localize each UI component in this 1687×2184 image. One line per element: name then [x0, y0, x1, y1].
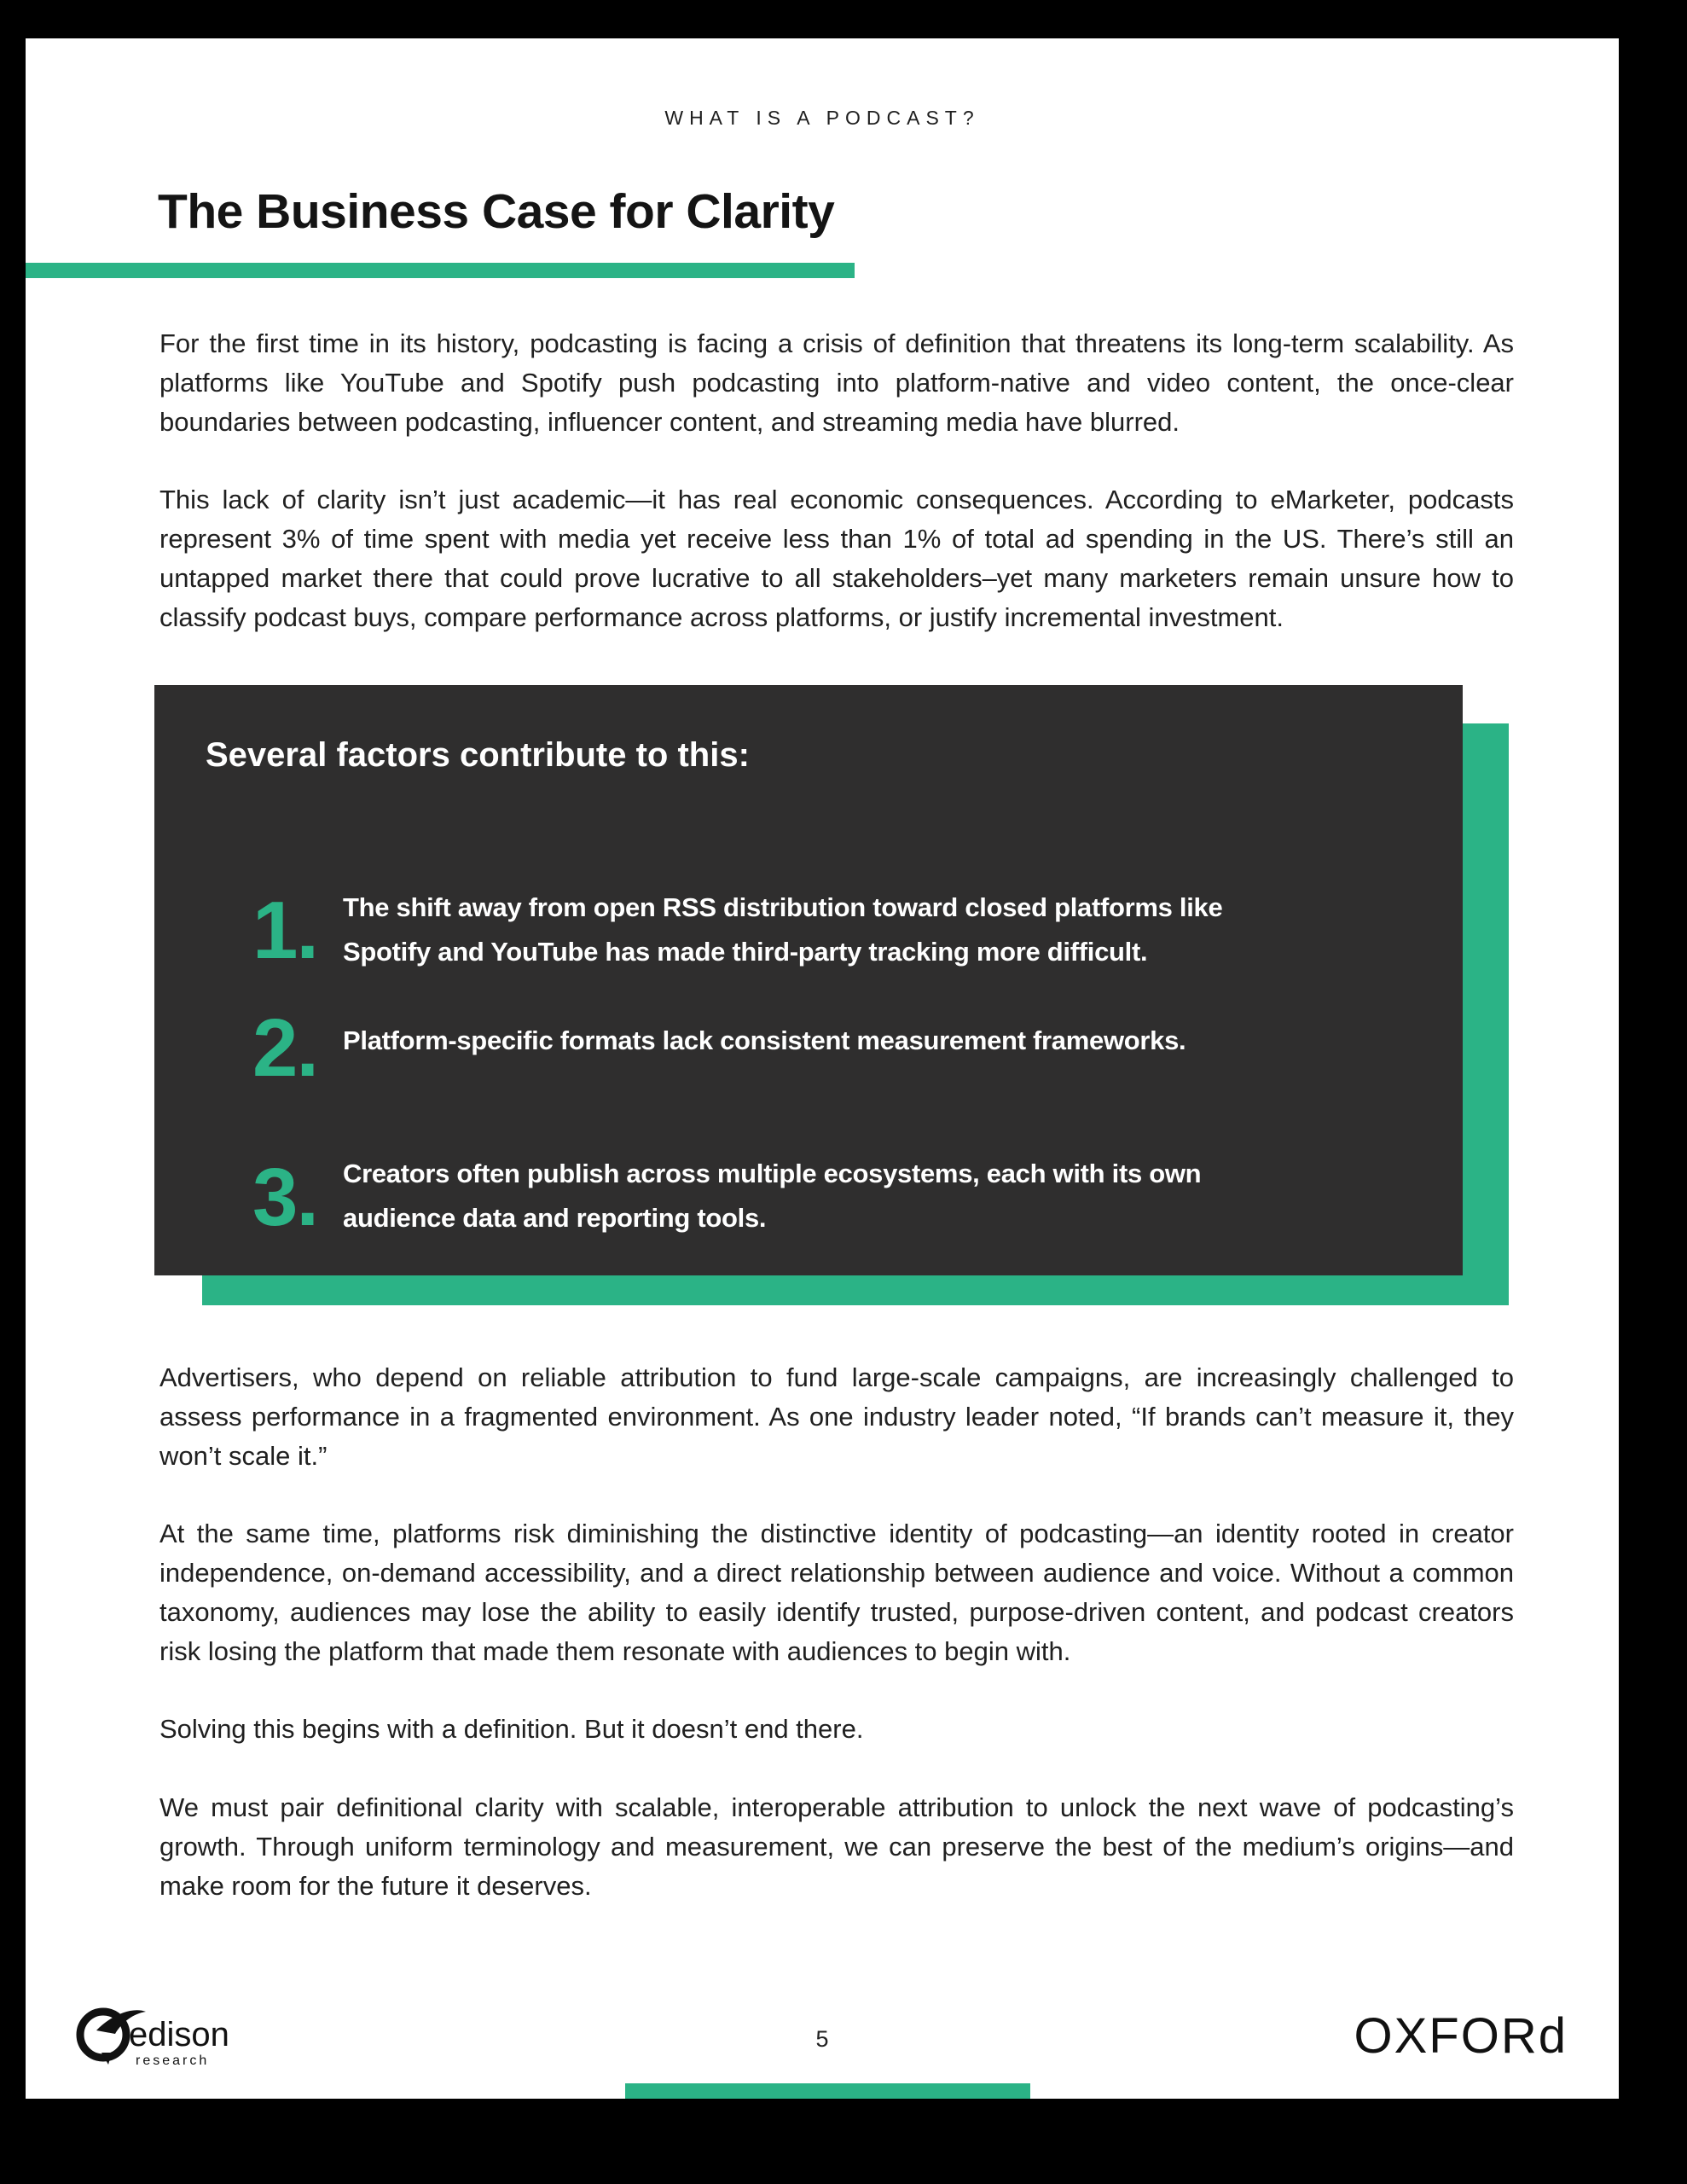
title-underline [26, 263, 855, 278]
page-number: 5 [815, 2026, 829, 2052]
document-page [26, 38, 1619, 2099]
factor-number-1: 1. [252, 885, 318, 976]
edison-logo-sub: research [136, 2053, 210, 2068]
factors-heading: Several factors contribute to this: [206, 736, 750, 774]
running-header: WHAT IS A PODCAST? [664, 107, 980, 129]
factors-box [154, 685, 1463, 1275]
paragraph-conclusion: We must pair definitional clarity with scalable, interoperable attribution to unlock the next wave of podcasting’s growth. Through uniform terminology and measurement, we can preserve the best of the medium’s origins—and make room for the future it deserves. [159, 1792, 1514, 1901]
factor-number-3: 3. [252, 1152, 318, 1243]
paragraph-solving: Solving this begins with a definition. But it doesn’t end there. [159, 1714, 864, 1744]
page-title: The Business Case for Clarity [158, 184, 835, 239]
factor-number-2: 2. [252, 1002, 318, 1094]
paragraph-intro: For the first time in its history, podcasting is facing a crisis of definition that threatens its long-term scalability. As platforms like YouTube and Spotify push podcasting into platform-native and video content, the once-clear boundaries between podcasting, influencer content, and streaming media have blurred. [159, 328, 1514, 437]
oxford-logo: OXFORd [1354, 2008, 1568, 2064]
factor-text-1: The shift away from open RSS distribution toward closed platforms like Spotify and YouTube has made third-party tracking more difficult. [343, 892, 1223, 967]
edison-logo-name: edison [129, 2016, 229, 2053]
factor-text-2: Platform-specific formats lack consistent measurement frameworks. [343, 1025, 1186, 1055]
paragraph-platform-risk: At the same time, platforms risk diminishing the distinctive identity of podcasting—an identity rooted in creator independence, on-demand accessibility, and a direct relationship between audience and voice. Without a common taxonomy, audiences may lose the ability to easily identify trusted, purpose-driven content, and podcast creators risk losing the platform that made them resonate with audiences to begin with. [159, 1519, 1514, 1666]
factor-text-3: Creators often publish across multiple ecosystems, each with its own audience data and reporting tools. [343, 1159, 1202, 1233]
paragraph-advertisers: Advertisers, who depend on reliable attribution to fund large-scale campaigns, are increasingly challenged to assess performance in a fragmented environment. As one industry leader noted, “If brands can’t measure it, they won’t scale it.” [159, 1362, 1514, 1471]
paragraph-economics: This lack of clarity isn’t just academic—it has real economic consequences. According to eMarketer, podcasts represent 3% of time spent with media yet receive less than 1% of total ad spending in the US. There’s still an untapped market there that could prove lucrative to all stakeholders–yet many marketers remain unsure how to classify podcast buys, compare performance across platforms, or justify incremental investment. [159, 485, 1514, 632]
footer-accent-bar [625, 2083, 1030, 2099]
